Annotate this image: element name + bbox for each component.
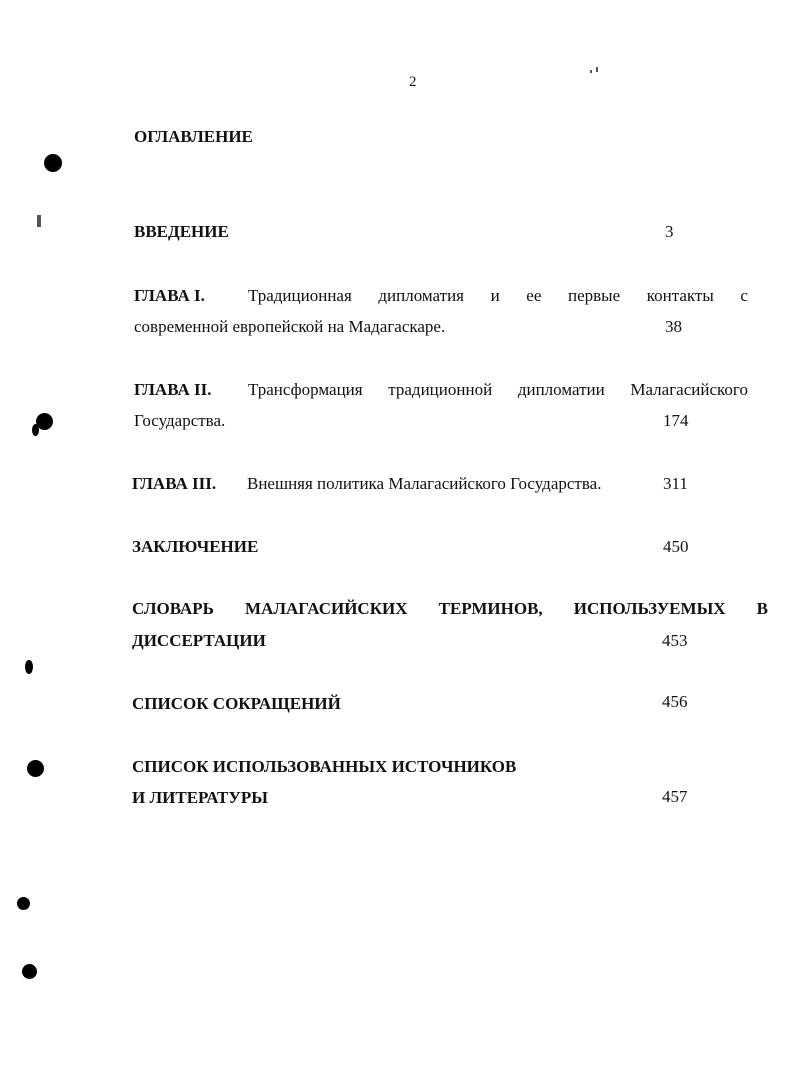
toc-chapter3-label: ГЛАВА III. (132, 474, 217, 493)
title-word: дипломатия (378, 286, 464, 305)
toc-entry-conclusion: ЗАКЛЮЧЕНИЕ (132, 537, 259, 556)
title-word: и (490, 286, 500, 305)
toc-chapter2-title-line2: Государства. (134, 411, 226, 430)
punch-hole-mark (25, 660, 33, 674)
toc-heading: ОГЛАВЛЕНИЕ (134, 127, 253, 146)
toc-sources-line2: И ЛИТЕРАТУРЫ (132, 788, 268, 807)
title-word: с (740, 286, 748, 305)
toc-page-intro: 3 (665, 222, 674, 241)
title-word: первые (567, 286, 621, 305)
scan-speck (590, 70, 592, 73)
toc-glossary-line2: ДИССЕРТАЦИИ (132, 631, 266, 650)
punch-hole-mark (22, 964, 37, 979)
toc-chapter2-title-line1 (248, 380, 748, 400)
scan-speck (596, 67, 598, 72)
toc-chapter3-title: Внешняя политика Малагасийского Государства. (247, 474, 602, 493)
title-word: СЛОВАРЬ (132, 599, 214, 618)
title-word: Трансформация (248, 380, 363, 399)
title-word: ее (526, 286, 542, 305)
toc-chapter2-label: ГЛАВА II. (134, 380, 212, 399)
toc-chapter1-title-line2: современной европейской на Мадагаскаре. (134, 317, 446, 336)
title-word: Малагасийского (630, 380, 748, 399)
toc-entry-intro: ВВЕДЕНИЕ (134, 222, 229, 241)
toc-page-glossary: 453 (662, 631, 688, 650)
toc-page-chapter3: 311 (663, 474, 688, 493)
title-word: В (756, 599, 768, 618)
toc-page-chapter2: 174 (663, 411, 689, 430)
toc-chapter1-title-line1 (248, 286, 748, 306)
title-word: МАЛАГАСИЙСКИХ (245, 599, 408, 618)
title-word: традиционной (388, 380, 493, 399)
toc-sources-line1: СПИСОК ИСПОЛЬЗОВАННЫХ ИСТОЧНИКОВ (132, 757, 517, 776)
title-word: Традиционная (248, 286, 352, 305)
title-word: ТЕРМИНОВ, (438, 599, 543, 618)
punch-hole-mark (44, 154, 62, 172)
punch-hole-mark (17, 897, 30, 910)
toc-glossary-line1 (132, 599, 768, 619)
toc-entry-abbreviations: СПИСОК СОКРАЩЕНИЙ (132, 694, 341, 713)
punch-hole-mark (27, 760, 44, 777)
toc-page-conclusion: 450 (663, 537, 689, 556)
toc-page-chapter1: 38 (665, 317, 682, 336)
page-number: 2 (409, 74, 417, 90)
toc-chapter1-label: ГЛАВА I. (134, 286, 205, 305)
toc-page-sources: 457 (662, 787, 688, 806)
toc-page-abbreviations: 456 (662, 692, 688, 711)
punch-hole-mark (32, 424, 39, 436)
title-word: дипломатии (517, 380, 605, 399)
scan-speck (37, 215, 41, 227)
title-word: контакты (646, 286, 714, 305)
title-word: ИСПОЛЬЗУЕМЫХ (573, 599, 726, 618)
